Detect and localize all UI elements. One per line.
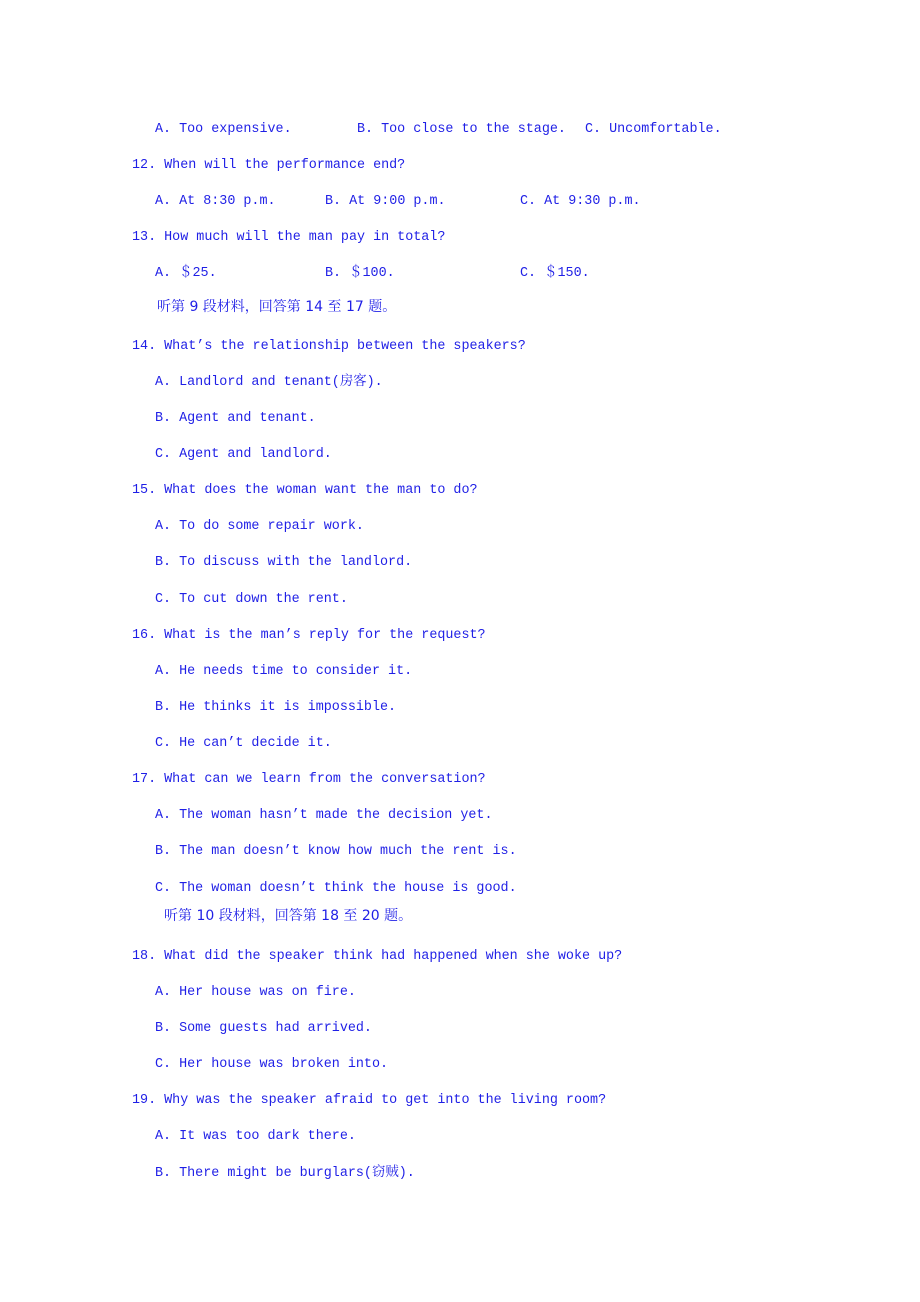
section-heading: 听第 10 段材料，回答第 18 至 20 题。 bbox=[164, 908, 413, 924]
option: B. There might be burglars(窃贼). bbox=[155, 1166, 415, 1181]
option: C. ＄150. bbox=[520, 266, 590, 281]
option: C. Agent and landlord. bbox=[155, 447, 332, 462]
question: 12. When will the performance end? bbox=[132, 158, 406, 173]
option: C. To cut down the rent. bbox=[155, 592, 348, 607]
option: B. He thinks it is impossible. bbox=[155, 700, 397, 715]
option: C. He can’t decide it. bbox=[155, 736, 332, 751]
question: 18. What did the speaker think had happened when she woke up? bbox=[132, 949, 623, 964]
option: B. Agent and tenant. bbox=[155, 411, 316, 426]
option: B. Some guests had arrived. bbox=[155, 1021, 372, 1036]
option: C. Her house was broken into. bbox=[155, 1057, 389, 1072]
option: C. The woman doesn’t think the house is good. bbox=[155, 881, 517, 896]
option: B. At 9:00 p.m. bbox=[325, 194, 446, 209]
option: A. To do some repair work. bbox=[155, 519, 364, 534]
option: B. Too close to the stage. bbox=[357, 122, 566, 137]
question: 14. What’s the relationship between the speakers? bbox=[132, 339, 526, 354]
section-heading: 听第 9 段材料，回答第 14 至 17 题。 bbox=[157, 299, 397, 315]
option: A. Landlord and tenant(房客). bbox=[155, 375, 383, 390]
option: B. To discuss with the landlord. bbox=[155, 555, 413, 570]
question: 13. How much will the man pay in total? bbox=[132, 230, 446, 245]
option: B. The man doesn’t know how much the rent is. bbox=[155, 844, 517, 859]
question: 17. What can we learn from the conversation? bbox=[132, 772, 486, 787]
option: B. ＄100. bbox=[325, 266, 395, 281]
option: A. At 8:30 p.m. bbox=[155, 194, 276, 209]
option: A. ＄25. bbox=[155, 266, 217, 281]
question: 15. What does the woman want the man to do? bbox=[132, 483, 478, 498]
option: A. The woman hasn’t made the decision yet. bbox=[155, 808, 493, 823]
option: A. Her house was on fire. bbox=[155, 985, 356, 1000]
option: C. Uncomfortable. bbox=[585, 122, 722, 137]
question: 19. Why was the speaker afraid to get into the living room? bbox=[132, 1093, 607, 1108]
option: A. It was too dark there. bbox=[155, 1129, 356, 1144]
option: C. At 9:30 p.m. bbox=[520, 194, 641, 209]
option: A. He needs time to consider it. bbox=[155, 664, 413, 679]
option: A. Too expensive. bbox=[155, 122, 292, 137]
question: 16. What is the man’s reply for the request? bbox=[132, 628, 486, 643]
